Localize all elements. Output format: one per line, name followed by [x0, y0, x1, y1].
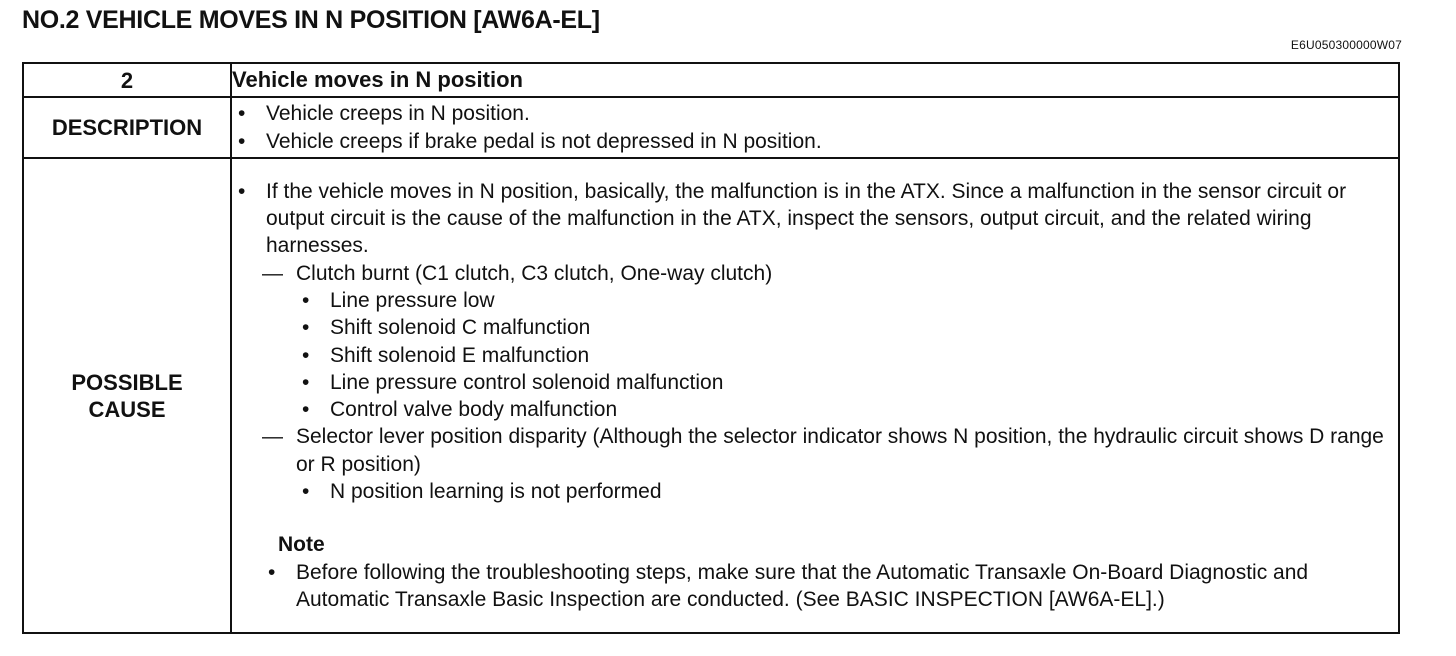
cause-groups — [232, 260, 1398, 287]
note-title: Note — [278, 533, 325, 557]
description-list — [232, 100, 1398, 155]
symptom-table — [22, 62, 1400, 634]
description-item: • Vehicle creeps in N position. — [232, 100, 1398, 127]
possible-cause-label-line2: CAUSE — [88, 396, 166, 422]
symptom-title: Vehicle moves in N position — [231, 63, 1399, 97]
table-header-row — [23, 63, 1399, 97]
document-id: E6U050300000W07 — [1290, 38, 1402, 52]
cause-item: • Shift solenoid C malfunction — [296, 314, 1398, 341]
cause-group-heading: — Clutch burnt (C1 clutch, C3 clutch, One-way clutch) — [262, 260, 1398, 287]
cause-group-heading: — Selector lever position disparity (Although the selector indicator shows N position, the hydraulic circuit shows D range or R position) — [262, 423, 1398, 478]
description-content — [231, 97, 1399, 158]
symptom-number: 2 — [23, 63, 231, 97]
description-item: • Vehicle creeps if brake pedal is not depressed in N position. — [232, 128, 1398, 155]
page-title: NO.2 VEHICLE MOVES IN N POSITION [AW6A-EL] — [22, 6, 600, 34]
possible-cause-label — [23, 158, 231, 633]
possible-cause-content — [231, 158, 1399, 633]
possible-cause-row — [23, 158, 1399, 633]
cause-item: • N position learning is not performed — [296, 478, 1398, 505]
cause-group-items — [266, 287, 1398, 423]
cause-item: • Line pressure low — [296, 287, 1398, 314]
description-row — [23, 97, 1399, 158]
cause-list — [232, 178, 1398, 260]
description-label: DESCRIPTION — [23, 97, 231, 158]
cause-item: • Control valve body malfunction — [296, 396, 1398, 423]
cause-group-items — [266, 478, 1398, 505]
note-list — [262, 559, 1398, 614]
cause-intro: • If the vehicle moves in N position, basically, the malfunction is in the ATX. Since a malfunction in the sensor circuit or output circuit is the cause of the malfunction in the ATX, inspect the sensors, output circuit, and the related wiring harnesses. — [232, 178, 1398, 260]
cause-item: • Line pressure control solenoid malfunction — [296, 369, 1398, 396]
cause-item: • Shift solenoid E malfunction — [296, 342, 1398, 369]
note-item: • Before following the troubleshooting steps, make sure that the Automatic Transaxle On-Board Diagnostic and Automatic Transaxle Basic Inspection are conducted. (See BASIC INSPECTION [AW6A-EL].) — [262, 559, 1398, 614]
possible-cause-label-line1: POSSIBLE — [71, 369, 183, 395]
cause-groups — [232, 423, 1398, 478]
